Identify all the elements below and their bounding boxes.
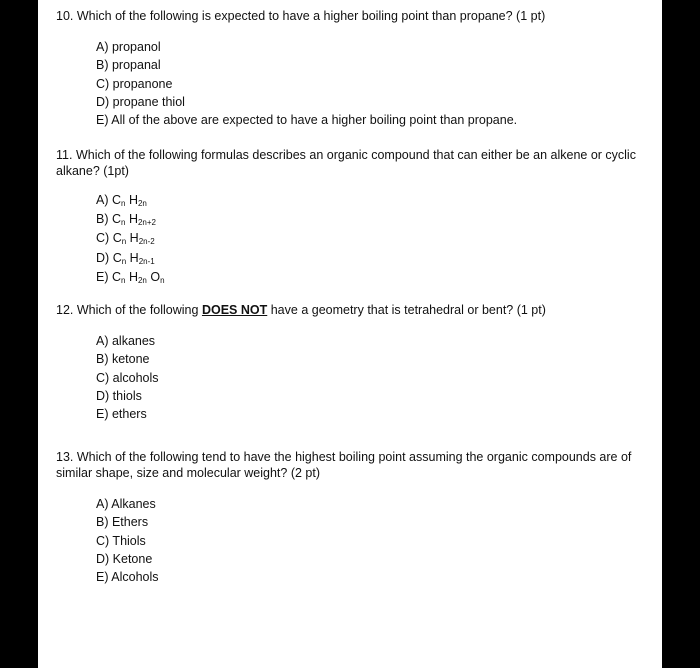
- option-e: E) All of the above are expected to have a higher boiling point than propane.: [96, 113, 518, 128]
- question-12-options: [96, 332, 159, 423]
- question-10-prompt: [56, 8, 636, 24]
- option-a: A) alkanes: [96, 334, 156, 348]
- option-a: A) $C_n$ $H_{2n}$: [96, 193, 147, 208]
- option-b: B) $C_n$ $H_{2n+2}$: [96, 212, 157, 228]
- question-13-options: [96, 495, 159, 586]
- option-e: E) ethers: [96, 407, 147, 422]
- option-b: B) ketone: [96, 352, 150, 367]
- question-text: Which of the following tend to have the highest boiling point assuming the organic compounds are of similar shape, size and molecular weight? (2 pt): [56, 450, 632, 480]
- option-a: A) propanol: [96, 40, 161, 54]
- option-b: B) Ethers: [96, 515, 149, 530]
- question-12-prompt: [56, 302, 636, 318]
- document-page: [38, 0, 662, 668]
- option-d: D) Ketone: [96, 551, 153, 566]
- option-c: C) Thiols: [96, 533, 146, 548]
- option-e: E) $C_n$ $H_{2n}$ $O_n$: [96, 269, 165, 285]
- option-c: C) propanone: [96, 76, 173, 91]
- option-e: E) Alcohols: [96, 570, 159, 585]
- option-d: D) thiols: [96, 388, 142, 403]
- option-d: D) $C_n$ $H_{2n-1}$: [96, 250, 155, 266]
- question-13-prompt: [56, 449, 636, 481]
- question-11-prompt: [56, 147, 636, 179]
- option-c: C) alcohols: [96, 370, 159, 385]
- question-number: 10.: [56, 9, 74, 23]
- question-text: Which of the following is expected to have a higher boiling point than propane? (1 pt): [76, 9, 546, 23]
- question-10-options: [96, 38, 517, 129]
- question-number: 11.: [56, 148, 73, 162]
- option-c: C) $C_n$ $H_{2n-2}$: [96, 231, 155, 247]
- option-b: B) propanal: [96, 58, 161, 73]
- question-11-options: [96, 191, 165, 287]
- question-text-before: Which of the following: [76, 303, 199, 317]
- option-d: D) propane thiol: [96, 94, 185, 109]
- question-number: 13.: [56, 450, 74, 464]
- option-a: A) Alkanes: [96, 497, 156, 511]
- question-emphasis: DOES NOT: [201, 303, 268, 317]
- question-number: 12.: [56, 303, 74, 317]
- question-text: Which of the following formulas describes an organic compound that can either be an alkene or cyclic alkane? (1pt): [56, 148, 636, 178]
- question-text-after: have a geometry that is tetrahedral or bent? (1 pt): [270, 303, 546, 317]
